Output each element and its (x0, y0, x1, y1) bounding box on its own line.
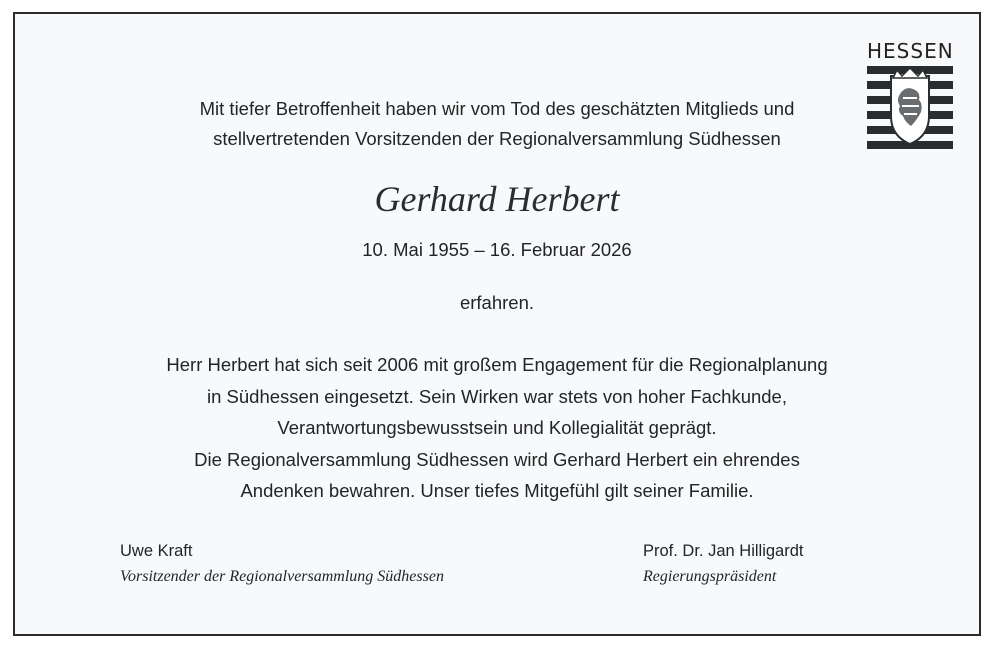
signatory-name: Prof. Dr. Jan Hilligardt (643, 542, 804, 560)
tribute-line: Andenken bewahren. Unser tiefes Mitgefühl gilt seiner Familie. (240, 480, 754, 501)
intro-line: stellvertretenden Vorsitzenden der Regionalversammlung Südhessen (213, 128, 781, 149)
deceased-name: Gerhard Herbert (374, 179, 620, 219)
intro-line: Mit tiefer Betroffenheit haben wir vom Tod des geschätzten Mitglieds und (199, 98, 795, 119)
signature-left (120, 538, 444, 590)
tribute-line: Verantwortungsbewusstsein und Kollegialität geprägt. (277, 417, 717, 438)
tribute-text (15, 349, 979, 507)
obituary-card (13, 12, 981, 636)
signatory-title: Regierungspräsident (643, 568, 777, 585)
tribute-line: in Südhessen eingesetzt. Sein Wirken war stets von hoher Fachkunde, (207, 385, 787, 407)
signatory-title: Vorsitzender der Regionalversammlung Südhessen (120, 568, 444, 585)
intro-text (15, 94, 979, 154)
tribute-line: Die Regionalversammlung Südhessen wird Gerhard Herbert ein ehrendes (194, 448, 800, 470)
life-dates: 10. Mai 1955 – 16. Februar 2026 (362, 239, 632, 260)
logo-wordmark: HESSEN (867, 39, 954, 63)
tribute-line: Herr Herbert hat sich seit 2006 mit großem Engagement für die Regionalplanung (166, 354, 828, 375)
signature-right (643, 538, 803, 590)
erfahren-text: erfahren. (459, 292, 535, 313)
signatory-name: Uwe Kraft (120, 542, 193, 560)
